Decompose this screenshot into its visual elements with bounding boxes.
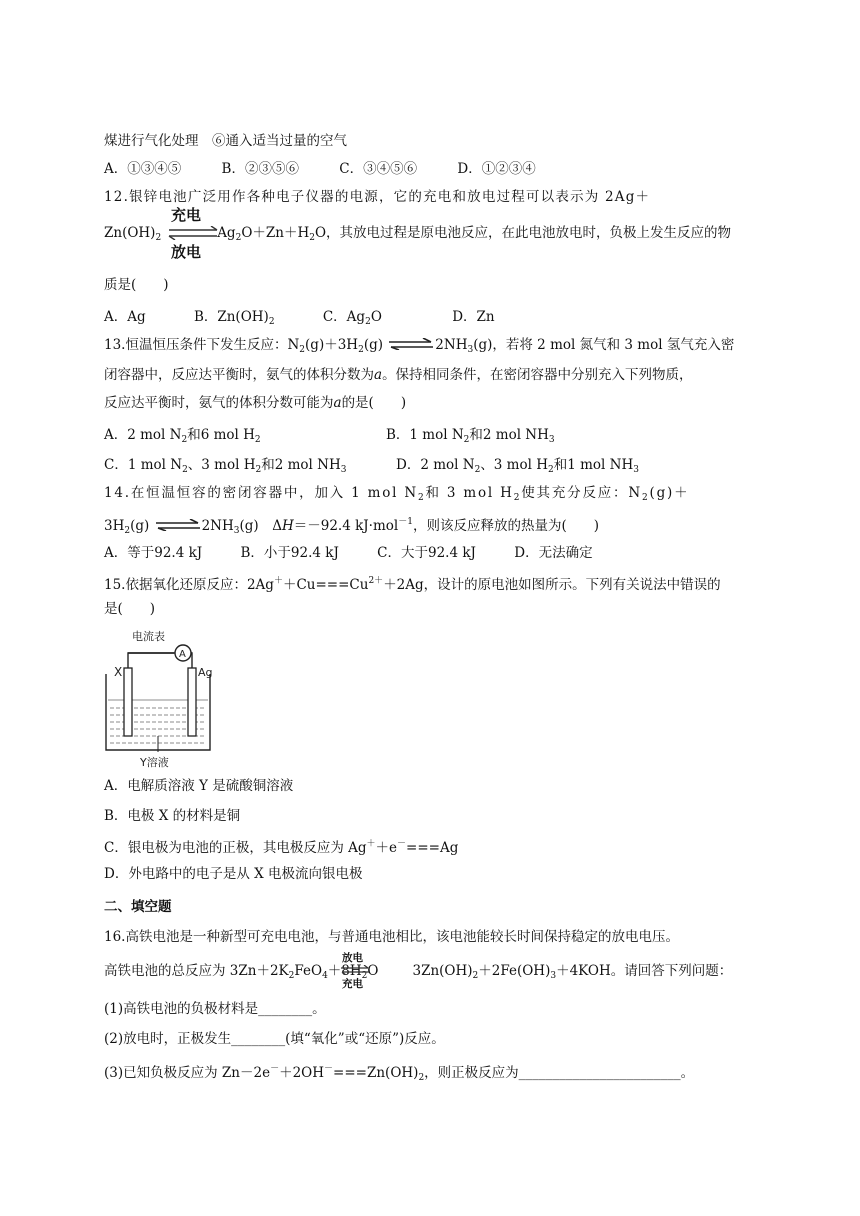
arrow-label-top: 放电 xyxy=(342,952,363,964)
text: 2NH xyxy=(201,518,234,534)
text: 和6 mol H xyxy=(187,427,255,443)
q13-stem-line3 xyxy=(104,393,406,413)
q14-options xyxy=(104,543,593,563)
text: 13.恒温恒压条件下发生反应：N xyxy=(104,337,300,353)
text: 和2 mol NH xyxy=(469,427,549,443)
discharge-charge-arrow xyxy=(340,950,370,992)
q14-stem-line2: $3H_2(g)$ $2NH_3(g)$ ΔH＝－92.4 kJ·mol$^{-1}$，则该反应释放的热量为( ) xyxy=(104,517,599,536)
text: 3Zn(OH) xyxy=(412,963,473,979)
text: 。保持相同条件，在密闭容器中分别充入下列物质， xyxy=(382,367,693,383)
galvanic-cell-diagram xyxy=(104,628,216,768)
equilibrium-arrow-icon xyxy=(154,519,202,531)
text: ＋4KOH。请回答下列问题： xyxy=(556,963,733,979)
text: B．1 mol N xyxy=(386,427,464,443)
solution-y-label: Y溶液 xyxy=(140,756,169,768)
superscript: －1 xyxy=(398,517,413,527)
variable-a: a xyxy=(374,367,383,383)
text: (g)＋ xyxy=(649,485,690,501)
electrode-ag xyxy=(188,668,196,736)
q11-option-a: A．①③④⑤ xyxy=(104,161,182,177)
text: 和 3 mol H xyxy=(425,485,514,501)
text: (g) xyxy=(363,337,383,353)
q13-option-b: B．1 mol $N_2$和2 mol $NH_3$ xyxy=(386,427,555,445)
equilibrium-arrow-icon xyxy=(167,226,221,240)
superscript: ＋ xyxy=(273,576,283,586)
text: FeO xyxy=(294,963,323,979)
electrode-x-label: X xyxy=(114,665,123,679)
q15-stem-line2: 是( ) xyxy=(104,601,156,617)
text: 、3 mol H xyxy=(187,457,256,473)
q13-option-a: A．2 mol N xyxy=(104,427,182,443)
superscript: 2＋ xyxy=(368,576,384,586)
q16-stem-line1: 16.高铁电池是一种新型可充电电池，与普通电池相比，该电池能较长时间保持稳定的放电电压。 xyxy=(104,929,679,945)
text: (g)＋3H xyxy=(305,337,359,353)
q15-option-c xyxy=(104,834,458,858)
q12-stem-line3: 质是( ) xyxy=(104,277,169,293)
q13-option-d: D．2 mol $N_2$、3 mol $H_2$和1 mol $NH_3$ xyxy=(396,457,639,475)
text: ＋2OH xyxy=(279,1065,325,1081)
superscript: － xyxy=(324,1064,334,1074)
q11-option-d: D．①②③④ xyxy=(457,161,536,177)
text: C．1 mol N xyxy=(104,457,183,473)
electrode-x xyxy=(124,668,132,736)
q12-stem-line2: $Zn(OH)_2$ $Ag_2O+Zn+H_2O$，其放电过程是原电池反应，在此电池放电时，负极上发生反应的物 xyxy=(104,225,732,243)
text: O xyxy=(367,963,379,979)
q12-option-b: B．Zn(OH) xyxy=(193,309,269,325)
formula-znoh: Zn(OH) xyxy=(104,225,156,241)
text: 14.在恒温恒容的密闭容器中，加入 1 mol N xyxy=(104,485,418,501)
q14-stem-line1: 14.在恒温恒容的密闭容器中，加入 1 mol $N_2$和 3 mol $H_2$使其充分反应：$N_2(g)+$ xyxy=(104,485,690,503)
answer-blank: ________________________。 xyxy=(518,1065,695,1081)
formula-part: Ag xyxy=(217,225,236,241)
q11-option-b: B．②③⑤⑥ xyxy=(221,161,299,177)
text-line-continuation: 煤进行气化处理 ⑥通入适当过量的空气 xyxy=(104,133,347,149)
superscript: ＋ xyxy=(366,839,376,849)
q15-option-d: D．外电路中的电子是从 X 电极流向银电极 xyxy=(104,866,363,882)
superscript: － xyxy=(397,839,407,849)
q16-sub3: (3)已知负极反应为 $Zn-2e^-+2OH^-===Zn(OH)_2$，则正极反应为________________________。 xyxy=(104,1064,695,1083)
q12-option-a: A．Ag xyxy=(104,309,146,325)
text: ＋8H xyxy=(327,963,362,979)
q12-stem-line1: 12.银锌电池广泛用作各种电子仪器的电源，它的充电和放电过程可以表示为 2Ag＋ xyxy=(104,189,651,205)
q14-option-b: B．小于92.4 kJ xyxy=(240,545,339,561)
q12-stem-text: O，其放电过程是原电池反应，在此电池放电时，负极上发生反应的物 xyxy=(314,225,732,241)
q14-option-c: C．大于92.4 kJ xyxy=(377,545,476,561)
arrow-label-bottom: 充电 xyxy=(342,978,363,990)
q16-sub2: (2)放电时，正极发生________(填“氧化”或“还原”)反应。 xyxy=(104,1031,445,1047)
text: ＋e xyxy=(375,840,398,856)
arrow-label-top: 充电 xyxy=(171,206,202,224)
q11-options xyxy=(104,159,536,179)
q16-sub1: (1)高铁电池的负极材料是________。 xyxy=(104,1001,326,1017)
text: 闭容器中，反应达平衡时，氨气的体积分数为 xyxy=(104,367,374,383)
q15-option-b: B．电极 X 的材料是铜 xyxy=(104,808,241,824)
q15-option-a: A．电解质溶液 Y 是硫酸铜溶液 xyxy=(104,778,294,794)
q12-option-c: C．Ag xyxy=(322,309,366,325)
text: 15.依据氧化还原反应：2Ag xyxy=(104,577,274,593)
q13-stem-line2 xyxy=(104,365,693,385)
text: ===Ag xyxy=(406,840,459,856)
superscript: － xyxy=(270,1064,280,1074)
text: 和2 mol NH xyxy=(261,457,341,473)
text: 和1 mol NH xyxy=(553,457,634,473)
text: ＋2Ag，设计的原电池如图所示。下列有关说法中错误的 xyxy=(383,577,721,593)
formula-part: O＋Zn＋H xyxy=(241,225,310,241)
text: 、3 mol H xyxy=(480,457,548,473)
text: 使其充分反应：N xyxy=(521,485,642,501)
text: ，则正极反应为 xyxy=(424,1065,519,1081)
arrow-label-bottom: 放电 xyxy=(171,243,202,261)
text: 高铁电池的总反应为 3Zn＋2K xyxy=(104,963,289,979)
variable-h: H xyxy=(281,518,294,534)
text: (g) xyxy=(130,518,150,534)
text: (g) Δ xyxy=(239,518,282,534)
q13-options-row1: A．2 mol $N_2$和6 mol $H_2$ xyxy=(104,427,261,445)
text: ，则该反应释放的热量为( ) xyxy=(412,518,599,534)
text: ＋2Fe(OH) xyxy=(478,963,551,979)
q13-option-c: C．1 mol $N_2$、3 mol $H_2$和2 mol $NH_3$ xyxy=(104,457,347,475)
q16-stem-line2: 高铁电池的总反应为 $3Zn+2K_2FeO_4+8H_2O$ $3Zn(OH)_2+2Fe(OH)_3+4KOH$。请回答下列问题： xyxy=(104,963,733,981)
q15-stem-line1 xyxy=(104,571,721,595)
text: 反应达平衡时，氨气的体积分数可能为 xyxy=(104,395,334,411)
text: ＋Cu===Cu xyxy=(282,577,369,593)
text: C．银电极为电池的正极，其电极反应为 Ag xyxy=(104,840,367,856)
text: ===Zn(OH) xyxy=(333,1065,419,1081)
text: 2NH xyxy=(435,337,468,353)
text: ＝－92.4 kJ·mol xyxy=(293,518,399,534)
section-heading-fill-in: 二、填空题 xyxy=(104,899,172,915)
text: 3H xyxy=(104,518,125,534)
variable-a: a xyxy=(333,395,342,411)
q14-option-d: D．无法确定 xyxy=(514,545,593,561)
q12-options: A．Ag B．$Zn(OH)_2$ C．$Ag_2O$ D．Zn xyxy=(104,309,495,327)
q12-option-d: D．Zn xyxy=(452,309,495,325)
text: (3)已知负极反应为 Zn－2e xyxy=(104,1065,271,1081)
q14-option-a: A．等于92.4 kJ xyxy=(104,545,203,561)
text: 的是( ) xyxy=(341,395,407,411)
text: D．2 mol N xyxy=(396,457,475,473)
q13-stem-line1: 13.恒温恒压条件下发生反应：$N_2(g)+3H_2(g)$ $2NH_3(g)$，若将 2 mol 氮气和 3 mol 氢气充入密 xyxy=(104,337,735,355)
svg-text:A: A xyxy=(179,649,186,660)
electrode-ag-label: Ag xyxy=(198,666,213,679)
equilibrium-arrow-icon xyxy=(387,338,435,350)
ammeter-label: 电流表 xyxy=(132,630,165,643)
subscript: 2 xyxy=(155,233,162,243)
equilibrium-arrow-icon xyxy=(340,965,370,975)
text: (g)，若将 2 mol 氮气和 3 mol 氢气充入密 xyxy=(473,337,735,353)
charge-discharge-arrow xyxy=(167,204,221,262)
q11-option-c: C．③④⑤⑥ xyxy=(339,161,418,177)
